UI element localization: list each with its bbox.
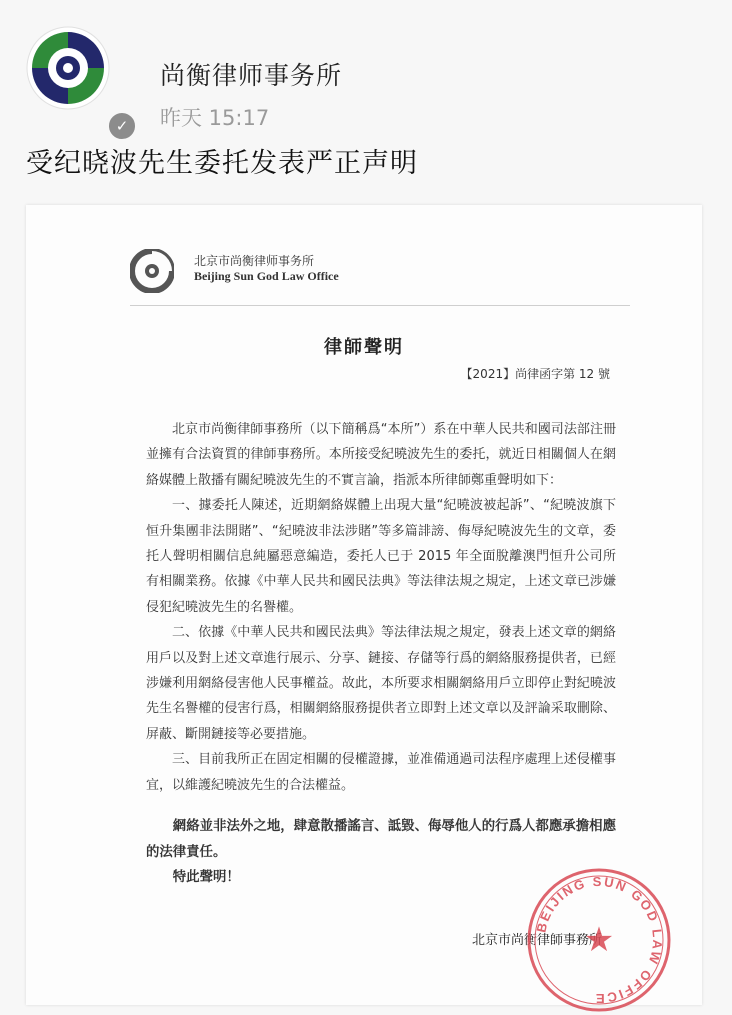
svg-text:BEIJING SUN GOD LAW OFFICE: BEIJING SUN GOD LAW OFFICE (533, 873, 666, 1007)
official-seal-stamp-icon (524, 865, 674, 1015)
document-title: 律師聲明 (324, 337, 404, 358)
letterhead-firm-name-cn: 北京市尚衡律师事务所 (194, 254, 315, 268)
svg-text:★: ★ (583, 920, 615, 960)
letterhead-firm-name-en: Beijing Sun God Law Office (194, 269, 339, 283)
firm-logo-avatar[interactable] (26, 26, 110, 110)
paragraph-point-1: 一、據委托人陳述，近期網絡媒體上出現大量“紀曉波被起訴”、“紀曉波旗下恒升集團非法開賭”、“紀曉波非法涉賭”等多篇誹謗、侮辱紀曉波先生的文章，委托人聲明相關信息純屬惡意編造，委托人已于 2015 年全面脫離澳門恒升公司所有相關業務。依據《中華人民共和國民法典》等法律法規之規定，上述文章已涉嫌侵犯紀曉波先生的名譽權。 (146, 498, 616, 615)
document-reference-number: 【2021】尚律函字第 12 號 (460, 367, 610, 381)
signature-firm-name: 北京市尚衡律師事務所 (472, 933, 603, 948)
post-header (26, 26, 706, 135)
letterhead-divider (130, 305, 630, 306)
statement-document-image[interactable] (26, 205, 702, 1005)
law-firm-logo-icon (130, 249, 174, 293)
paragraph-intro: 北京市尚衡律師事務所（以下簡稱爲“本所”）系在中華人民共和國司法部注冊並擁有合法資質的律師事務所。本所接受紀曉波先生的委托，就近日相關個人在網絡媒體上散播有關紀曉波先生的不實言論，指派本所律師鄭重聲明如下： (146, 422, 616, 488)
paragraph-warning: 網絡並非法外之地，肆意散播謠言、詆毀、侮辱他人的行爲人都應承擔相應的法律責任。 (146, 819, 616, 860)
paragraph-point-3: 三、目前我所正在固定相關的侵權證據，並准備通過司法程序處理上述侵權事宜，以維護紀曉波先生的合法權益。 (146, 752, 616, 793)
post-title: 受纪晓波先生委托发表严正声明 (26, 148, 418, 179)
document-body (146, 417, 616, 890)
account-name[interactable]: 尚衡律师事务所 (160, 61, 343, 90)
closing-line: 特此聲明！ (172, 869, 240, 885)
post-timestamp: 昨天 15:17 (160, 106, 270, 130)
verified-badge-icon: ✓ (106, 110, 138, 142)
paragraph-point-2: 二、依據《中華人民共和國民法典》等法律法規之規定，發表上述文章的網絡用戶以及對上述文章進行展示、分享、鏈接、存儲等行爲的網絡服務提供者，已經涉嫌利用網絡侵害他人民事權益。故此，本所要求相關網絡用戶立即停止對紀曉波先生名譽權的侵害行爲，相關網絡服務提供者立即對上述文章以及評論采取刪除、屏蔽、斷開鏈接等必要措施。 (146, 625, 616, 742)
